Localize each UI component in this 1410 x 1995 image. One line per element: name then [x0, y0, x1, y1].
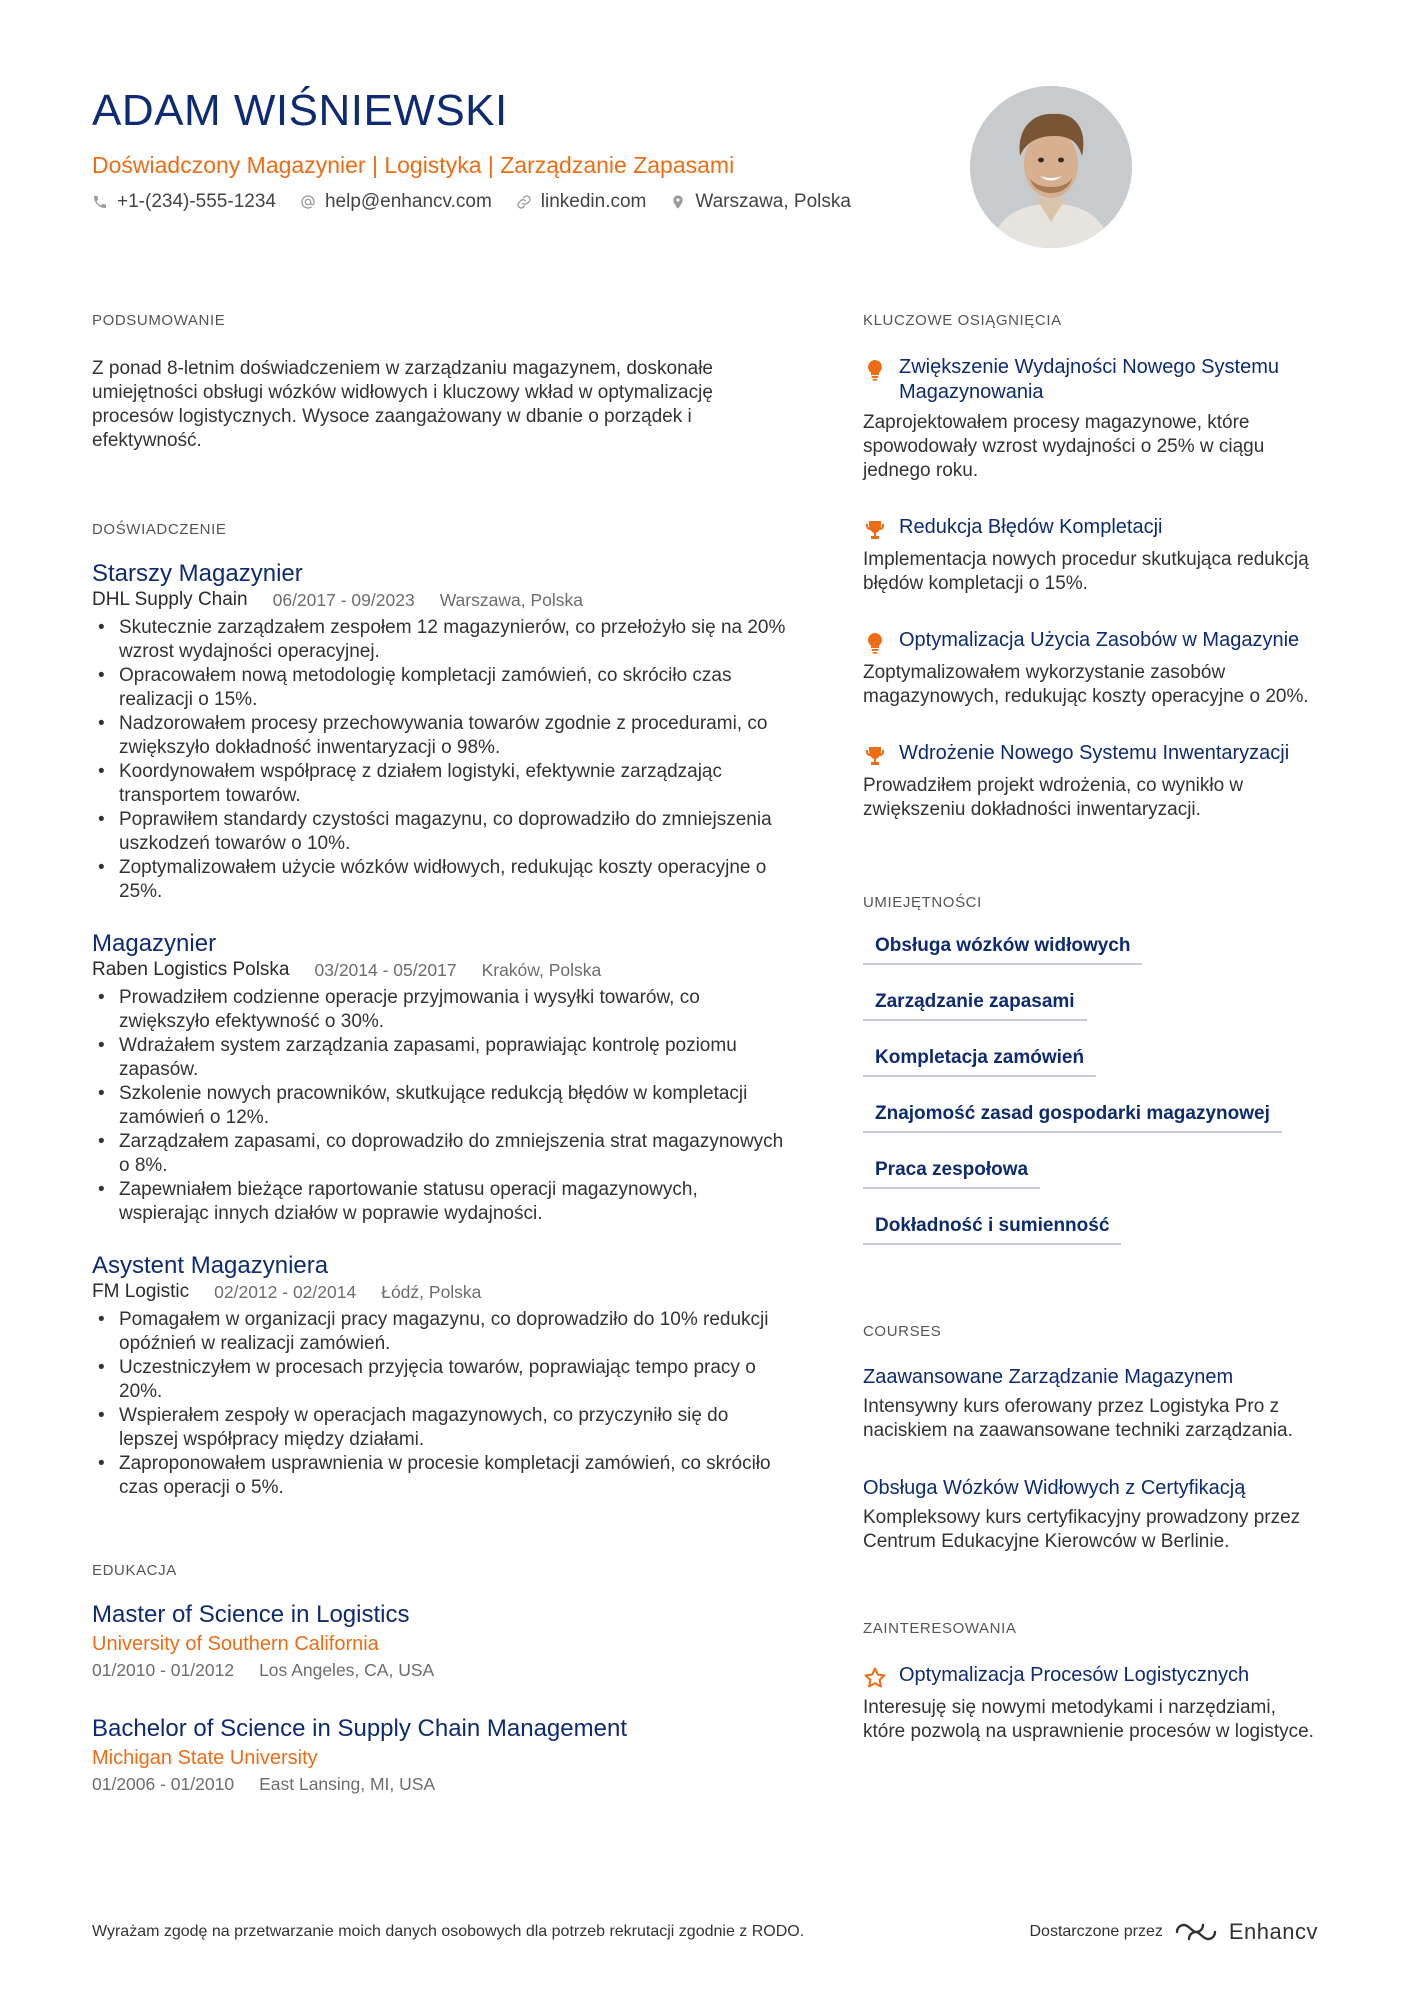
edu-dates: 01/2010 - 01/2012 [92, 1660, 235, 1680]
experience-entry [92, 560, 792, 904]
achievement-desc: Zaprojektowałem procesy magazynowe, które spowodowały wzrost wydajności o 25% w ciągu jednego roku. [863, 412, 1265, 481]
job-bullet: • Szkolenie nowych pracowników, skutkujące redukcją błędów w kompletacji zamówień o 12%. [92, 1082, 792, 1130]
skill-tag: Praca zespołowa [863, 1159, 1040, 1189]
skill-tag: Zarządzanie zapasami [863, 991, 1087, 1021]
education-entry [92, 1715, 792, 1795]
achievement-desc: Prowadziłem projekt wdrożenia, co wynikło w zwiększeniu dokładności inwentaryzacji. [863, 775, 1244, 820]
achievement-item [863, 628, 1323, 709]
achievement-title: Wdrożenie Nowego Systemu Inwentaryzacji [899, 742, 1290, 764]
job-bullets [92, 616, 792, 904]
enhancv-logo-icon [1173, 1920, 1219, 1944]
achievement-item [863, 741, 1323, 822]
courses-section-title: COURSES [863, 1323, 942, 1340]
job-meta [92, 588, 792, 612]
job-bullet: • Nadzorowałem procesy przechowywania towarów zgodnie z procedurami, co zwiększyło dokładność inwentaryzacji o 98%. [92, 712, 792, 760]
job-bullet: • Opracowałem nową metodologię kompletacji zamówień, co skróciło czas realizacji o 15%. [92, 664, 792, 712]
job-bullet: • Poprawiłem standardy czystości magazynu, co doprowadziło do zmniejszenia uszkodzeń towarów o 10%. [92, 808, 792, 856]
powered-by[interactable] [1029, 1919, 1318, 1945]
job-meta [92, 958, 792, 982]
edu-degree: Master of Science in Logistics [92, 1601, 410, 1628]
experience-entry [92, 930, 792, 1226]
brand-name: Enhancv [1228, 1919, 1318, 1944]
job-dates: 06/2017 - 09/2023 [272, 590, 415, 610]
trophy-icon [863, 518, 887, 542]
at-icon [300, 194, 316, 210]
candidate-name: ADAM WIŚNIEWSKI [92, 86, 508, 135]
job-bullet: • Zoptymalizowałem użycie wózków widłowych, redukując koszty operacyjne o 25%. [92, 856, 792, 904]
job-bullets [92, 1308, 792, 1500]
job-location: Łódź, Polska [381, 1282, 482, 1302]
phone-icon [92, 194, 108, 210]
skill-row [863, 991, 1323, 1047]
skill-tag: Obsługa wózków widłowych [863, 935, 1142, 965]
skill-row [863, 1047, 1323, 1103]
job-bullet: • Zaproponowałem usprawnienia w procesie kompletacji zamówień, co skróciło czas operacji o 5%. [92, 1452, 792, 1500]
job-title: Starszy Magazynier [92, 560, 303, 587]
profile-photo [970, 86, 1132, 248]
skill-tag: Znajomość zasad gospodarki magazynowej [863, 1103, 1282, 1133]
contact-phone [92, 191, 276, 213]
skill-row [863, 1103, 1323, 1159]
job-company: FM Logistic [92, 1281, 190, 1302]
achievement-item [863, 515, 1323, 596]
job-bullets [92, 986, 792, 1226]
trophy-icon [863, 744, 887, 768]
course-item [863, 1477, 1323, 1554]
job-bullet: • Skutecznie zarządzałem zespołem 12 magazynierów, co przełożyło się na 20% wzrost wydajności operacyjnej. [92, 616, 792, 664]
edu-dates: 01/2006 - 01/2010 [92, 1774, 235, 1794]
course-desc: Intensywny kurs oferowany przez Logistyka Pro z naciskiem na zaawansowane techniki zarządzania. [863, 1396, 1293, 1441]
interest-title: Optymalizacja Procesów Logistycznych [899, 1664, 1250, 1686]
achievement-desc: Implementacja nowych procedur skutkująca redukcją błędów kompletacji o 15%. [863, 549, 1309, 594]
job-bullet: • Zarządzałem zapasami, co doprowadziło do zmniejszenia strat magazynowych o 8%. [92, 1130, 792, 1178]
achievement-row [863, 355, 1323, 405]
achievement-item [863, 355, 1323, 483]
page-footer [92, 1919, 1318, 1945]
job-company: Raben Logistics Polska [92, 959, 290, 980]
edu-school: University of Southern California [92, 1633, 379, 1655]
job-location: Warszawa, Polska [439, 590, 583, 610]
education-entry [92, 1601, 792, 1681]
achievement-row [863, 628, 1323, 655]
skill-tag: Dokładność i sumienność [863, 1215, 1121, 1245]
experience-section-title: DOŚWIADCZENIE [92, 521, 227, 538]
right-column [863, 312, 1323, 1744]
experience-entry [92, 1252, 792, 1500]
achievements-section-title: KLUCZOWE OSIĄGNIĘCIA [863, 312, 1062, 329]
job-bullet: • Uczestniczyłem w procesach przyjęcia towarów, poprawiając tempo pracy o 20%. [92, 1356, 792, 1404]
job-bullet: • Wdrażałem system zarządzania zapasami, poprawiając kontrolę poziomu zapasów. [92, 1034, 792, 1082]
location-pin-icon [670, 194, 686, 210]
job-dates: 03/2014 - 05/2017 [314, 960, 457, 980]
education-section-title: EDUKACJA [92, 1562, 177, 1579]
job-bullet: • Prowadziłem codzienne operacje przyjmowania i wysyłki towarów, co zwiększyło efektywność o 30%. [92, 986, 792, 1034]
interests-section-title: ZAINTERESOWANIA [863, 1620, 1017, 1637]
job-bullet: • Zapewniałem bieżące raportowanie statusu operacji magazynowych, wspierając innych działów w poprawie wydajności. [92, 1178, 792, 1226]
lightbulb-icon [863, 358, 887, 382]
star-icon [863, 1666, 887, 1690]
course-desc: Kompleksowy kurs certyfikacyjny prowadzony przez Centrum Edukacyjne Kierowców w Berlinie. [863, 1507, 1301, 1552]
achievement-title: Zwiększenie Wydajności Nowego Systemu Magazynowania [899, 356, 1279, 403]
summary-section-title: PODSUMOWANIE [92, 312, 226, 329]
edu-school: Michigan State University [92, 1747, 318, 1769]
gdpr-consent: Wyrażam zgodę na przetwarzanie moich danych osobowych dla potrzeb rekrutacji zgodnie z RODO. [92, 1923, 805, 1940]
job-company: DHL Supply Chain [92, 589, 248, 610]
job-bullet: • Pomagałem w organizacji pracy magazynu, co doprowadziło do 10% redukcji opóźnień w realizacji zamówień. [92, 1308, 792, 1356]
skill-row [863, 1159, 1323, 1215]
achievement-row [863, 741, 1323, 768]
course-item [863, 1366, 1323, 1443]
summary-text: Z ponad 8-letnim doświadczeniem w zarządzaniu magazynem, doskonałe umiejętności obsługi wózków widłowych i kluczowy wkład w optymalizację procesów logistycznych. Wysoce zaangażowany w dbanie o porządek i efektywność. [92, 358, 713, 451]
powered-by-label: Dostarczone przez [1029, 1923, 1163, 1940]
phone-text: +1-(234)-555-1234 [117, 191, 276, 212]
candidate-headline: Doświadczony Magazynier | Logistyka | Zarządzanie Zapasami [92, 152, 735, 178]
skill-row [863, 1215, 1323, 1271]
achievement-title: Optymalizacja Użycia Zasobów w Magazynie [899, 629, 1300, 651]
achievement-title: Redukcja Błędów Kompletacji [899, 516, 1163, 538]
job-bullet: • Koordynowałem współpracę z działem logistyki, efektywnie zarządzając transportem towarów. [92, 760, 792, 808]
achievement-row [863, 515, 1323, 542]
skill-row [863, 935, 1323, 991]
achievement-desc: Zoptymalizowałem wykorzystanie zasobów magazynowych, redukując koszty operacyjne o 20%. [863, 662, 1309, 707]
left-column [92, 312, 792, 1795]
edu-meta [92, 1660, 792, 1681]
location-text: Warszawa, Polska [695, 191, 851, 212]
lightbulb-icon [863, 631, 887, 655]
job-dates: 02/2012 - 02/2014 [214, 1282, 357, 1302]
link-icon [516, 194, 532, 210]
skills-list [863, 935, 1323, 1271]
interest-item [863, 1663, 1323, 1744]
interest-row [863, 1663, 1323, 1690]
edu-degree: Bachelor of Science in Supply Chain Management [92, 1715, 627, 1742]
edu-location: East Lansing, MI, USA [259, 1774, 436, 1794]
course-title: Obsługa Wózków Widłowych z Certyfikacją [863, 1477, 1246, 1499]
job-title: Asystent Magazyniera [92, 1252, 329, 1279]
skills-section-title: UMIEJĘTNOŚCI [863, 894, 982, 911]
contact-linkedin[interactable] [516, 191, 647, 213]
job-meta [92, 1280, 792, 1304]
email-text[interactable]: help@enhancv.com [324, 191, 492, 212]
resume-header [92, 86, 1132, 256]
edu-location: Los Angeles, CA, USA [259, 1660, 435, 1680]
job-title: Magazynier [92, 930, 217, 957]
linkedin-text[interactable]: linkedin.com [540, 191, 647, 212]
skill-tag: Kompletacja zamówień [863, 1047, 1096, 1077]
job-bullet: • Wspierałem zespoły w operacjach magazynowych, co przyczyniło się do lepszej współpracy między działami. [92, 1404, 792, 1452]
interest-desc: Interesuję się nowymi metodykami i narzędziami, które pozwolą na usprawnienie procesów w logistyce. [863, 1697, 1314, 1742]
job-location: Kraków, Polska [481, 960, 602, 980]
contact-email[interactable] [300, 191, 492, 213]
contact-location [670, 191, 851, 213]
avatar-illustration [970, 86, 1132, 248]
edu-meta [92, 1774, 792, 1795]
course-title: Zaawansowane Zarządzanie Magazynem [863, 1366, 1234, 1388]
